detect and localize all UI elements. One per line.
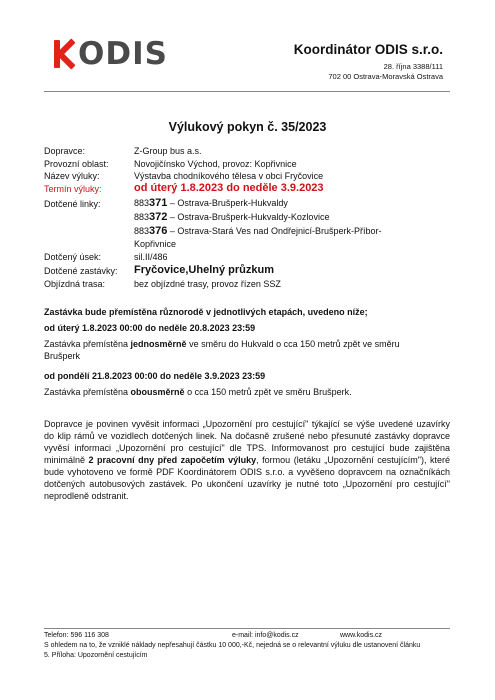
relocation-intro: Zastávka bude přemístěna různorodě v jednotlivých etapách, uvedeno níže; bbox=[44, 307, 368, 317]
header-divider bbox=[44, 91, 450, 92]
org-address-city: 702 00 Ostrava-Moravská Ostrava bbox=[328, 72, 443, 81]
footer-attachment: 5. Příloha: Upozornění cestujícím bbox=[44, 652, 148, 659]
line-route: – Ostrava-Stará Ves nad Ondřejnicí-Brušperk-Příbor- bbox=[167, 226, 382, 236]
period-1-text bbox=[44, 338, 450, 362]
carrier-notice bbox=[44, 418, 450, 502]
footer-divider bbox=[44, 628, 450, 629]
period-2-heading: od pondělí 21.8.2023 00:00 do neděle 3.9.2023 23:59 bbox=[44, 371, 266, 381]
logo-text: ODIS bbox=[78, 36, 168, 72]
area-label: Provozní oblast: bbox=[44, 159, 109, 169]
line-route: – Ostrava-Brušperk-Hukvaldy bbox=[167, 198, 288, 208]
carrier-label: Dopravce: bbox=[44, 146, 86, 156]
period-1-text-d: Brušperk bbox=[44, 351, 81, 361]
period-2-text bbox=[44, 386, 450, 398]
period-2-text-c: o cca 150 metrů zpět ve směru Brušperk. bbox=[184, 387, 352, 397]
notice-deadline: 2 pracovní dny před započetím výluky bbox=[88, 455, 257, 465]
detour-label: Objízdná trasa: bbox=[44, 279, 106, 289]
section-label: Dotčený úsek: bbox=[44, 252, 102, 262]
notice-part-2: , formou (letáku „Upozornění cestujícím"), které bude vyhotoveno ve formě PDF Koordinátorem ODIS s.r.o. a vyvěšeno dopravcem na označníkách dotčených autobusových zastávek. Po ukončení uzavírky je nutné toto „Upozornění pro cestující" neprodleně odstranit. bbox=[44, 455, 450, 501]
kodis-logo bbox=[54, 38, 168, 70]
area-value: Novojičínsko Východ, provoz: Kopřivnice bbox=[134, 159, 297, 169]
line-item bbox=[134, 211, 329, 223]
period-2-direction: obousměrně bbox=[130, 387, 185, 397]
period-1-direction: jednosměrně bbox=[130, 339, 187, 349]
period-1-heading: od úterý 1.8.2023 00:00 do neděle 20.8.2023 23:59 bbox=[44, 323, 256, 333]
org-name: Koordinátor ODIS s.r.o. bbox=[293, 42, 443, 57]
org-address-street: 28. října 3388/111 bbox=[383, 62, 443, 71]
detour-value: bez objízdné trasy, provoz řízen SSZ bbox=[134, 279, 281, 289]
line-number: 376 bbox=[149, 225, 168, 237]
period-1-text-c: ve směru do Hukvald o cca 150 metrů zpět ve směru bbox=[186, 339, 400, 349]
line-item bbox=[134, 197, 288, 209]
stops-value: Fryčovice,Uhelný průzkum bbox=[134, 264, 274, 276]
line-number: 371 bbox=[149, 197, 168, 209]
line-route-continuation: Kopřivnice bbox=[134, 239, 177, 249]
closure-name-value: Výstavba chodníkového tělesa v obci Fryčovice bbox=[134, 171, 324, 181]
stops-label: Dotčené zastávky: bbox=[44, 266, 118, 276]
line-prefix: 883 bbox=[134, 198, 150, 208]
document-title: Výlukový pokyn č. 35/2023 bbox=[168, 120, 327, 134]
line-route: – Ostrava-Brušperk-Hukvaldy-Kozlovice bbox=[167, 212, 330, 222]
carrier-value: Z-Group bus a.s. bbox=[134, 146, 202, 156]
closure-term-label: Termín výluky: bbox=[44, 184, 102, 194]
line-prefix: 883 bbox=[134, 226, 150, 236]
footer-web[interactable]: www.kodis.cz bbox=[340, 632, 383, 639]
section-value: sil.II/486 bbox=[134, 252, 168, 262]
closure-name-label: Název výluky: bbox=[44, 171, 100, 181]
period-1-text-a: Zastávka přemístěna bbox=[44, 339, 131, 349]
line-number: 372 bbox=[149, 211, 168, 223]
period-2-text-a: Zastávka přemístěna bbox=[44, 387, 131, 397]
line-prefix: 883 bbox=[134, 212, 150, 222]
footer-note: S ohledem na to, že vzniklé náklady nepřesahují částku 10 000,-Kč, nejedná se o relevantní výluku dle ustanovení článku bbox=[44, 642, 421, 649]
closure-term-value: od úterý 1.8.2023 do neděle 3.9.2023 bbox=[134, 182, 324, 194]
footer-email[interactable]: e-mail: info@kodis.cz bbox=[232, 632, 299, 639]
lines-label: Dotčené linky: bbox=[44, 199, 101, 209]
line-item bbox=[134, 225, 381, 237]
notice-part-1: Dopravce je povinen vyvěsit informaci „Upozornění pro cestující" týkající se výše uvedené uzavírky do klip rámů ve vozidlech dotčených linek. Na dočasně zrušené nebo přesunuté zastávky dopravce vyvěsí informaci „Upozornění pro cestující" dle TPS. Informovanost pro cestující bude zajištěna minimálně bbox=[44, 419, 450, 465]
logo-k-mark bbox=[54, 40, 76, 68]
footer-phone: Telefon: 596 116 308 bbox=[44, 632, 109, 639]
